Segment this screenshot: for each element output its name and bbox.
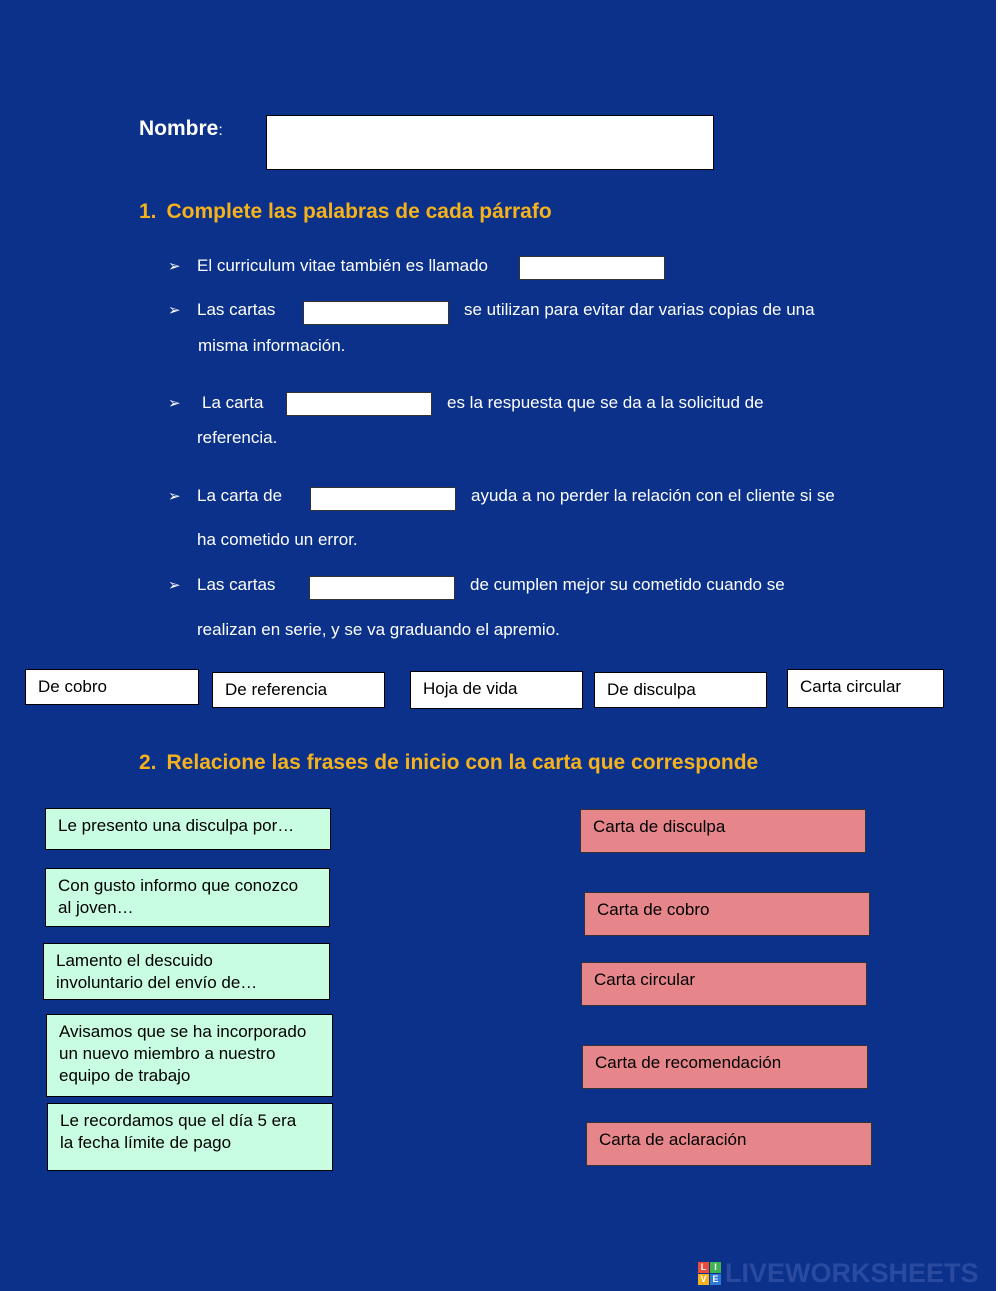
phrase-box[interactable]: Con gusto informo que conozco al joven… <box>45 868 330 927</box>
section1-heading: 1. Complete las palabras de cada párrafo <box>139 200 552 223</box>
option-chip[interactable]: Carta circular <box>787 669 944 708</box>
letter-type-box[interactable]: Carta de cobro <box>584 892 870 936</box>
sentence5-blank[interactable] <box>309 576 455 600</box>
option-chip[interactable]: De referencia <box>212 672 385 708</box>
sentence5-cont: realizan en serie, y se va graduando el apremio. <box>197 620 560 639</box>
sentence1-blank[interactable] <box>519 256 665 280</box>
liveworksheets-logo: L I V E LIVEWORKSHEETS <box>698 1258 979 1289</box>
letter-type-box[interactable]: Carta de disculpa <box>580 809 866 853</box>
sentence3-before: La carta <box>202 393 264 412</box>
option-chip[interactable]: Hoja de vida <box>410 671 583 709</box>
sentence2-cont: misma información. <box>198 336 346 355</box>
option-chip[interactable]: De cobro <box>25 669 199 705</box>
phrase-box[interactable]: Le recordamos que el día 5 era la fecha límite de pago <box>47 1103 333 1171</box>
sentence2-after: se utilizan para evitar dar varias copias de una <box>464 300 815 319</box>
page-edge <box>996 0 1000 1291</box>
name-input[interactable] <box>266 115 714 170</box>
letter-type-box[interactable]: Carta de aclaración <box>586 1122 872 1166</box>
section2-heading: 2. Relacione las frases de inicio con la carta que corresponde <box>139 751 759 774</box>
sentence3-cont: referencia. <box>197 428 278 447</box>
sentence4-before: La carta de <box>197 486 283 505</box>
phrase-box[interactable]: Avisamos que se ha incorporado un nuevo miembro a nuestro equipo de trabajo <box>46 1014 333 1097</box>
letter-type-box[interactable]: Carta circular <box>581 962 867 1006</box>
sentence1-text: El curriculum vitae también es llamado <box>197 256 489 275</box>
letter-type-box[interactable]: Carta de recomendación <box>582 1045 868 1089</box>
logo-icon: L I V E <box>698 1262 721 1285</box>
sentence5-before: Las cartas <box>197 575 276 594</box>
option-chip[interactable]: De disculpa <box>594 672 767 708</box>
sentence5-after: de cumplen mejor su cometido cuando se <box>470 575 785 594</box>
phrase-box[interactable]: Le presento una disculpa por… <box>45 808 331 850</box>
sentence3-blank[interactable] <box>286 392 432 416</box>
bullet-arrow-icon: ➢ <box>168 302 181 319</box>
phrase-box[interactable]: Lamento el descuido involuntario del envío de… <box>43 943 330 1000</box>
bullet-arrow-icon: ➢ <box>168 577 181 594</box>
sentence4-after: ayuda a no perder la relación con el cliente si se <box>471 486 835 505</box>
bullet-arrow-icon: ➢ <box>168 395 181 412</box>
sentence2-before: Las cartas <box>197 300 276 319</box>
sentence3-after: es la respuesta que se da a la solicitud de <box>447 393 764 412</box>
sentence4-blank[interactable] <box>310 487 456 511</box>
bullet-arrow-icon: ➢ <box>168 488 181 505</box>
bullet-arrow-icon: ➢ <box>168 258 181 275</box>
name-label: Nombre: <box>139 117 223 140</box>
sentence2-blank[interactable] <box>303 301 449 325</box>
sentence4-cont: ha cometido un error. <box>197 530 358 549</box>
